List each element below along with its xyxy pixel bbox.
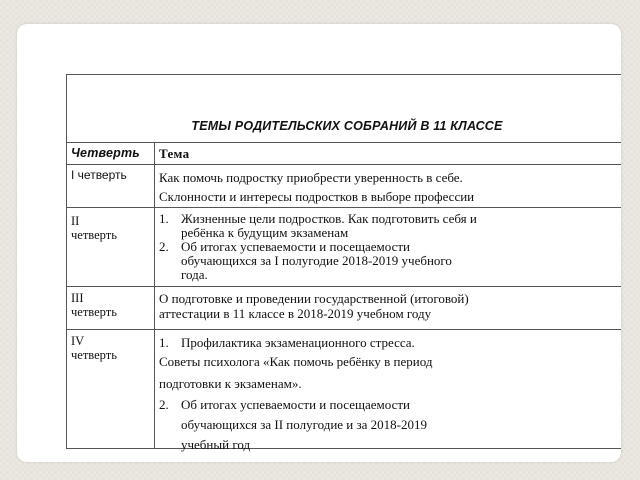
topic-cell [159,291,621,321]
quarter-word: четверть [71,228,117,242]
parent-meetings-table [66,74,621,452]
topic-line: Советы психолога «Как помочь ребёнку в период [159,354,433,369]
list-item-line: учебный год [181,437,251,452]
quarter-word: четверть [71,348,117,362]
quarter-word: четверть [71,305,117,319]
table-title: ТЕМЫ РОДИТЕЛЬСКИХ СОБРАНИЙ В 11 КЛАССЕ [191,119,503,133]
topic-cell [159,212,621,282]
topic-line: Как помочь подростку приобрести уверенность в себе. [159,170,463,185]
list-number: 2. [159,397,169,412]
list-item [159,240,621,282]
list-number: 2. [159,239,169,254]
slide-page [17,24,621,462]
list-item [159,335,621,351]
table-row [67,330,621,452]
list-item-line: Профилактика экзаменационного стресса. [181,335,415,350]
topic-line: аттестации в 11 классе в 2018-2019 учебном году [159,306,432,321]
topic-list [159,212,621,282]
table-row [67,287,621,330]
table-row [67,165,621,208]
topic-line: О подготовке и проведении государственной (итоговой) [159,291,469,306]
quarter-cell: I четверть [71,168,127,182]
list-item-line: ребёнка к будущим экзаменам [181,225,349,240]
list-item-line: обучающихся за I полугодие 2018-2019 учебного [181,253,452,268]
quarter-cell [71,214,117,242]
topic-line: подготовки к экзаменам». [159,376,302,391]
topic-list [159,335,621,351]
list-item [159,212,621,240]
quarter-cell [71,291,117,319]
quarter-numeral: IV [71,334,85,348]
list-number: 1. [159,211,169,226]
quarter-cell [71,334,117,362]
list-item-line: года. [181,267,208,282]
header-topic: Тема [159,146,190,161]
quarter-numeral: II [71,214,80,228]
topic-cell [159,335,621,455]
list-item-line: Жизненные цели подростков. Как подготовить себя и [181,211,477,226]
topic-line: Склонности и интересы подростков в выборе профессии [159,189,475,204]
list-item [159,395,621,455]
list-item-line: Об итогах успеваемости и посещаемости [181,397,410,412]
topic-list [159,395,621,455]
table-row [67,208,621,287]
table-header-row [67,142,621,165]
table-title-row [67,75,621,143]
quarter-numeral: III [71,291,84,305]
list-number: 1. [159,335,169,350]
list-item-line: обучающихся за II полугодие и за 2018-2019 [181,417,427,432]
header-quarter: Четверть [71,146,140,160]
topic-cell [159,168,621,206]
list-item-line: Об итогах успеваемости и посещаемости [181,239,410,254]
